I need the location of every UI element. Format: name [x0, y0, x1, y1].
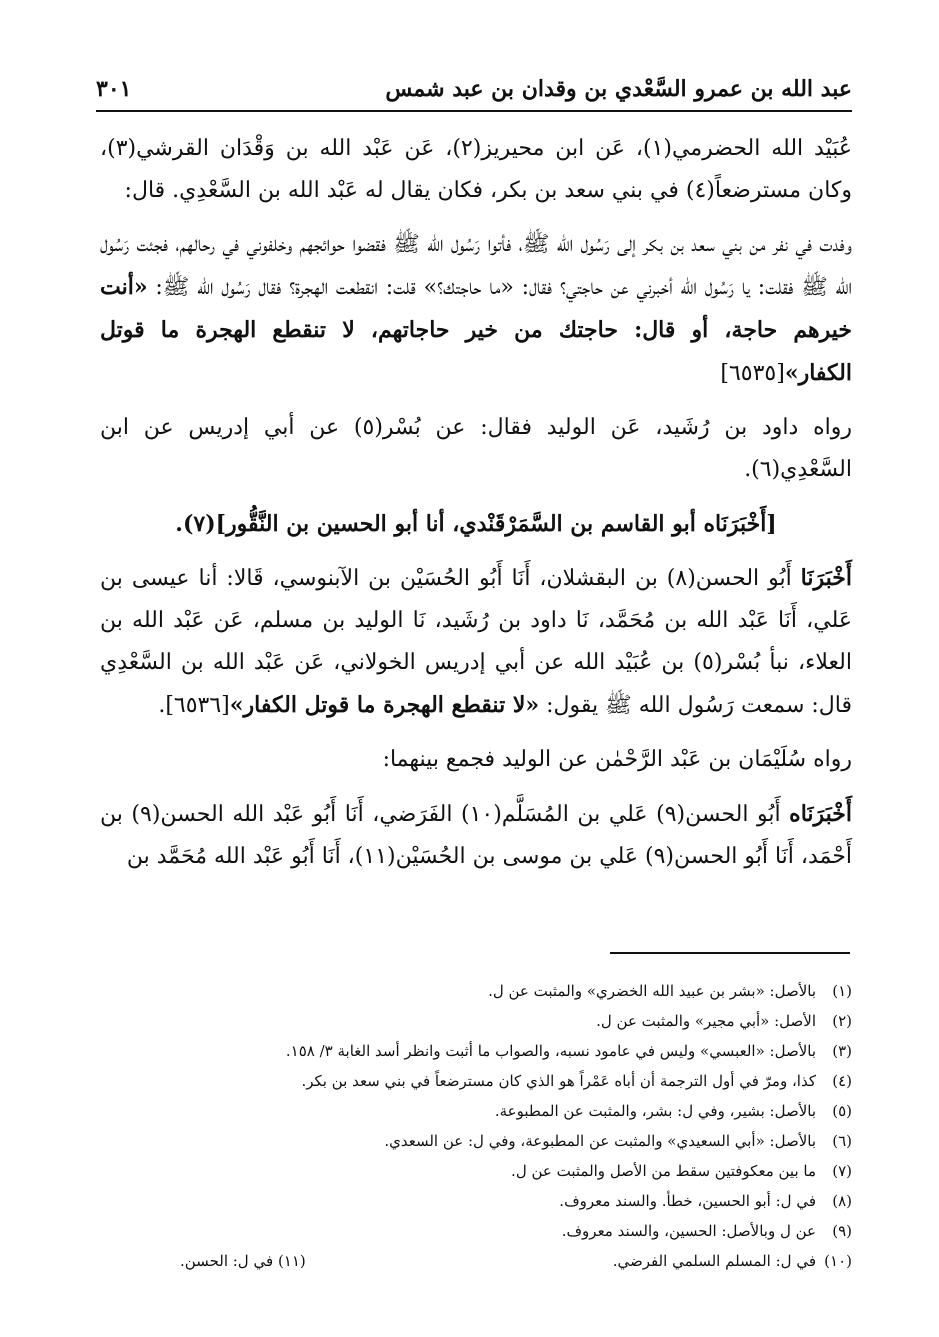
footnote-number: (١)	[832, 982, 852, 1000]
footnote-number: (٨)	[832, 1192, 852, 1210]
hadith-reference: [٦٥٣٦].	[158, 693, 230, 718]
page-header	[96, 64, 852, 112]
footnote-text: ما بين معكوفتين سقط من الأصل والمثبت عن ل.	[511, 1162, 816, 1180]
footnote-text: كذا، ومرّ في أول الترجمة أن أباه عَمْراً هو الذي كان مسترضعاً في بني سعد بن بكر.	[301, 1072, 816, 1090]
running-head: عبد الله بن عمرو السَّعْدي بن وقدان بن عبد شمس	[385, 76, 852, 102]
footnote-4	[100, 1066, 852, 1096]
footnote-number: (٥)	[832, 1102, 852, 1120]
isnad-text: أَبُو الحسن(٨) بن البقشلان، أَنَا أَبُو الحُسَيْن بن الآبنوسي، قَالا: أنا عيسى بن عَلي، أَنَا عَبْد الله بن مُحَمَّد، نَا داود بن رُشَيد، نَا الوليد بن مسلم، عَن عَبْد الله بن العلاء، نبأ بُسْر(٥) بن عُبَيْد الله عن أبي إدريس الخولاني، عَن عَبْد الله بن السَّعْدِي قال: سمعت رَسُول الله ﷺ يقول:	[100, 566, 852, 718]
footnote-3	[100, 1036, 852, 1066]
footnote-number: (٢)	[832, 1012, 852, 1030]
hadith-quote: «لا تنقطع الهجرة ما قوتل الكفار»	[229, 692, 540, 718]
footnote-6	[100, 1126, 852, 1156]
akhbarana-heading: أَخْبَرَنَاه	[789, 801, 853, 827]
footnote-text: في ل: المسلم السلمي الفرضي.	[612, 1252, 816, 1270]
akhbarana-heading: أَخْبَرَنَا	[800, 565, 852, 591]
footnote-number: (٦)	[832, 1132, 852, 1150]
hadith-reference: [٦٥٣٥]	[720, 361, 785, 386]
footnote-11	[180, 1246, 306, 1276]
footnote-number: (٣)	[832, 1042, 852, 1060]
footnote-10-11-row	[100, 1246, 852, 1276]
footnote-text: بالأصل: «أبي السعيدي» والمثبت عن المطبوعة، وفي ل: عن السعدي.	[384, 1132, 816, 1150]
footnote-number: (١٠)	[824, 1252, 852, 1270]
isnad-text: أَبُو الحسن(٩) عَلي بن المُسَلَّم(١٠) الفَرَضي، أَنَا أَبُو عَبْد الله الحسن(٩) بن أَحْمَد، أَنَا أَبُو الحسن(٩) عَلي بن موسى بن الحُسَيْن(١١)، أَنَا أَبُو عَبْد الله مُحَمَّد بن	[100, 802, 852, 869]
footnote-1	[100, 976, 852, 1006]
paragraph-2	[100, 224, 852, 395]
paragraph-7	[100, 793, 852, 878]
paragraph-3: رواه داود بن رُشَيد، عَن الوليد فقال: عن بُسْر(٥) عن أبي إدريس عن ابن السَّعْدِي(٦).	[100, 415, 852, 482]
footnote-text: بالأصل: «العبسي» وليس في عامود نسبه، والصواب ما أثبت وانظر أسد الغابة ٣/ ١٥٨.	[285, 1042, 816, 1060]
footnote-text: الأصل: «أبي مجير» والمثبت عن ل.	[596, 1012, 816, 1030]
footnote-7	[100, 1156, 852, 1186]
footnote-8	[100, 1186, 852, 1216]
footnote-text: في ل: أبو الحسين، خطأ. والسند معروف.	[559, 1192, 816, 1210]
footnote-2	[100, 1006, 852, 1036]
paragraph-4: [أَخْبَرَنَاه أبو القاسم بن السَّمَرْقَنْدي، أنا أبو الحسين بن النَّقُّور](٧).	[175, 511, 777, 537]
hadith-quote: «أنت خيرهم حاجة، أو قال: حاجتك من خير حاجاتهم، لا تنقطع الهجرة ما قوتل الكفار»	[100, 274, 852, 386]
hadith-narration: وفدت في نفر من بني سعد بن بكر إلى رَسُول الله ﷺ، فأتوا رَسُول الله ﷺ فقضوا حوائجهم وخلفوني في رحالهم، فجئت رَسُول الله ﷺ فقلت: يا رَسُول الله أخبرني عن حاجتي؟ فقال: «ما حاجتك؟» قلت: انقطعت الهجرة؟ فقال رَسُول الله ﷺ:	[100, 232, 852, 300]
page-number: ٣٠١	[96, 76, 132, 102]
footnotes	[100, 976, 852, 1276]
footnote-text: عن ل وبالأصل: الحسين، والسند معروف.	[561, 1222, 816, 1240]
footnote-separator	[610, 952, 850, 954]
footnote-9	[100, 1216, 852, 1246]
footnote-number: (٧)	[832, 1162, 852, 1180]
paragraph-6: رواه سُلَيْمَان بن عَبْد الرَّحْمٰن عن الوليد فجمع بينهما:	[382, 747, 852, 772]
footnote-number: (٩)	[832, 1222, 852, 1240]
footnote-text: بالأصل: بشير، وفي ل: بشر، والمثبت عن المطبوعة.	[494, 1102, 816, 1120]
footnote-5	[100, 1096, 852, 1126]
footnote-number: (٤)	[832, 1072, 852, 1090]
footnote-text: بالأصل: «بشر بن عبيد الله الخضري» والمثبت عن ل.	[488, 982, 816, 1000]
footnote-text: في ل: الحسن.	[180, 1252, 274, 1270]
paragraph-5	[100, 557, 852, 727]
paragraph-1: عُبَيْد الله الحضرمي(١)، عَن ابن محيريز(٢)، عَن عَبْد الله بن وَقْدَان القرشي(٣)، وكان مسترضعاً(٤) في بني سعد بن بكر، فكان يقال له عَبْد الله بن السَّعْدِي. قال:	[100, 136, 852, 203]
main-text	[100, 128, 852, 890]
footnote-number: (١١)	[277, 1252, 306, 1270]
